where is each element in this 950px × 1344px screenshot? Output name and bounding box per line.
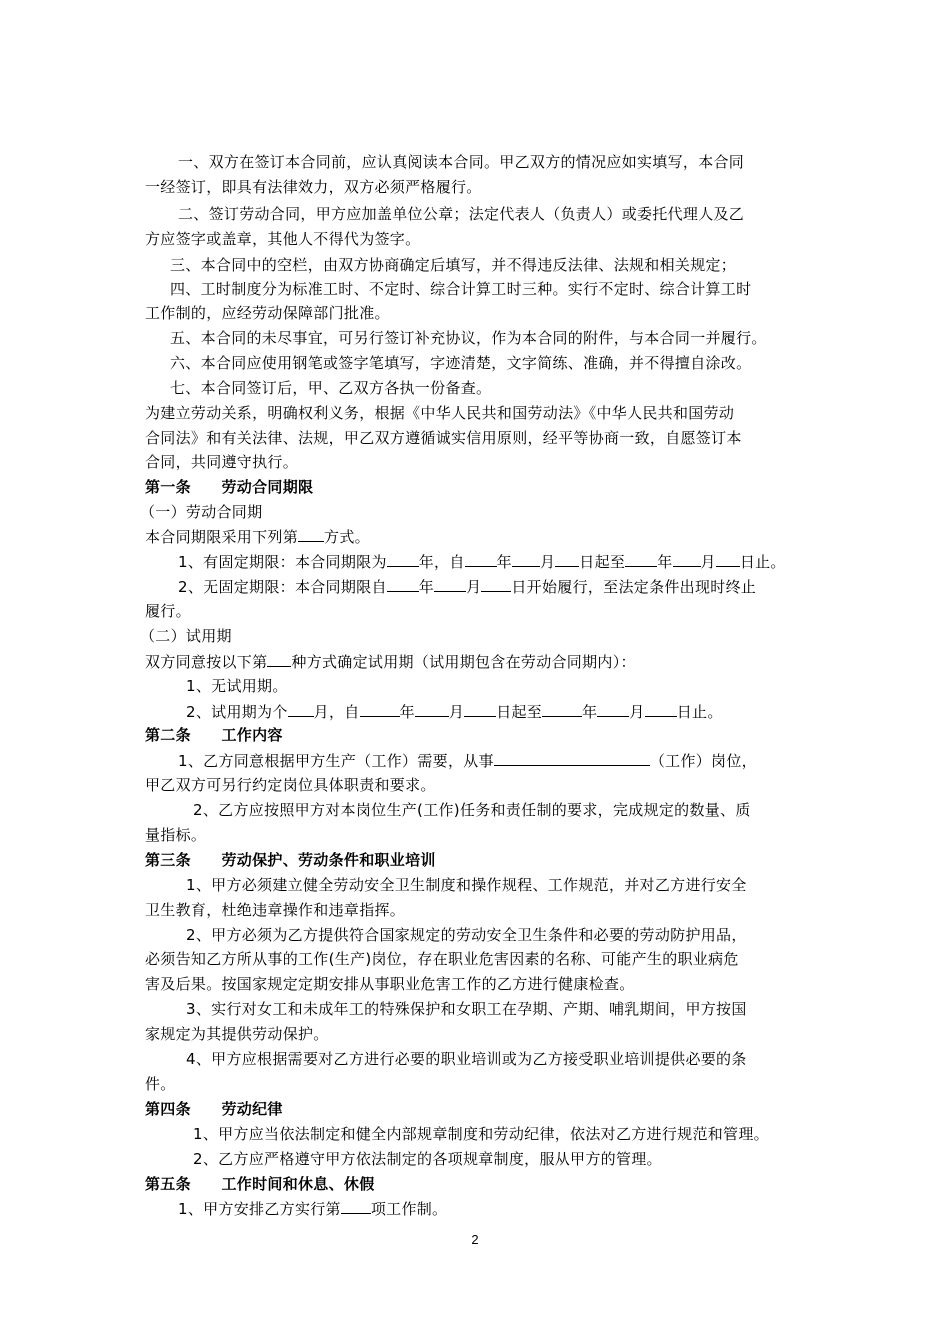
trial-option-1: 1、无试用期。 <box>186 677 288 695</box>
trial-end-month-blank[interactable] <box>597 701 629 717</box>
fixed-start-year-blank[interactable] <box>465 551 497 567</box>
job-position-blank[interactable] <box>494 750 650 766</box>
fixed-end-year-blank[interactable] <box>625 551 657 567</box>
fixed-term-text: 月 <box>700 553 716 571</box>
page-number: 2 <box>471 1232 479 1247</box>
open-start-month-blank[interactable] <box>434 576 466 592</box>
article-4-heading: 第四条 劳动纪律 <box>145 1100 283 1118</box>
open-term-line <box>178 576 858 597</box>
trial-text: 年 <box>399 703 415 721</box>
fixed-term-text: 年 <box>657 553 673 571</box>
trial-option-2-label: 2、试用期为个 <box>186 703 288 721</box>
article-5-heading: 第五条 工作时间和休息、休假 <box>145 1175 375 1193</box>
work-content-text: 1、乙方同意根据甲方生产（工作）需要，从事 <box>178 752 494 770</box>
open-start-day-blank[interactable] <box>481 576 511 592</box>
work-content-text: （工作）岗位， <box>649 752 757 770</box>
work-system-text-a: 1、甲方安排乙方实行第 <box>178 1200 341 1218</box>
article-3-heading: 第三条 劳动保护、劳动条件和职业培训 <box>145 851 436 869</box>
fixed-start-day-blank[interactable] <box>555 551 579 567</box>
trial-end-year-blank[interactable] <box>542 701 582 717</box>
trial-text: 月 <box>629 703 645 721</box>
article-2-item-1-line-2: 甲乙双方可另行约定岗位具体职责和要求。 <box>145 776 436 794</box>
trial-text: 日止。 <box>676 703 723 721</box>
article-1-sub-1: （一）劳动合同期 <box>140 503 263 521</box>
preamble-line-2: 合同法》和有关法律、法规，甲乙双方遵循诚实信用原则，经平等协商一致，自愿签订本 <box>145 429 742 447</box>
article-3-line: 卫生教育，杜绝违章操作和违章指挥。 <box>145 901 406 919</box>
trial-start-day-blank[interactable] <box>464 701 496 717</box>
open-term-text: 年 <box>418 578 435 596</box>
note-2-line-2: 方应签字或盖章，其他人不得代为签字。 <box>145 230 421 248</box>
trial-text: 年 <box>582 703 598 721</box>
trial-mode-blank[interactable] <box>267 651 291 667</box>
contract-mode-blank[interactable] <box>298 526 324 542</box>
fixed-term-years-blank[interactable] <box>387 551 419 567</box>
article-3-line: 3、实行对女工和未成年工的特殊保护和女职工在孕期、产期、哺乳期间，甲方按国 <box>186 1000 747 1018</box>
trial-text: 月 <box>448 703 465 721</box>
work-system-text-b: 项工作制。 <box>370 1200 448 1218</box>
open-term-line-2: 履行。 <box>145 602 191 620</box>
note-4-line-1: 四、工时制度分为标准工时、不定时、综合计算工时三种。实行不定时、综合计算工时 <box>170 280 752 298</box>
article-1-sub-2: （二）试用期 <box>140 627 232 645</box>
article-1-heading: 第一条 劳动合同期限 <box>145 478 314 496</box>
article-3-line: 必须告知乙方所从事的工作(生产)岗位，存在职业危害因素的名称、可能产生的职业病危 <box>145 950 739 968</box>
fixed-term-text: 日止。 <box>739 553 786 571</box>
fixed-term-text: 月 <box>539 553 556 571</box>
trial-text: 日起至 <box>496 703 543 721</box>
open-term-text: 月 <box>466 578 482 596</box>
fixed-end-day-blank[interactable] <box>716 551 740 567</box>
fixed-term-text: 日起至 <box>579 553 626 571</box>
fixed-start-month-blank[interactable] <box>512 551 540 567</box>
contract-mode-text-b: 方式。 <box>324 528 370 546</box>
trial-start-year-blank[interactable] <box>360 701 400 717</box>
note-1-line-1: 一、双方在签订本合同前，应认真阅读本合同。甲乙双方的情况应如实填写，本合同 <box>178 153 745 171</box>
article-2-item-1-line-1 <box>178 750 858 771</box>
open-term-text: 日开始履行，至法定条件出现时终止 <box>511 578 757 596</box>
trial-mode-text-b: 种方式确定试用期（试用期包含在劳动合同期内）： <box>291 653 636 671</box>
article-3-line: 2、甲方必须为乙方提供符合国家规定的劳动安全卫生条件和必要的劳动防护用品， <box>186 926 747 944</box>
work-system-blank[interactable] <box>341 1198 371 1214</box>
open-term-label: 2、无固定期限：本合同期限自 <box>178 578 387 596</box>
trial-months-blank[interactable] <box>288 701 314 717</box>
note-2-line-1: 二、签订劳动合同，甲方应加盖单位公章；法定代表人（负责人）或委托代理人及乙 <box>178 205 745 223</box>
note-7: 七、本合同签订后，甲、乙双方各执一份备查。 <box>170 379 492 397</box>
note-4-line-2: 工作制的，应经劳动保障部门批准。 <box>145 304 390 322</box>
note-5: 五、本合同的未尽事宜，可另行签订补充协议，作为本合同的附件，与本合同一并履行。 <box>170 329 767 347</box>
article-4-line: 1、甲方应当依法制定和健全内部规章制度和劳动纪律，依法对乙方进行规范和管理。 <box>193 1125 769 1143</box>
note-6: 六、本合同应使用钢笔或签字笔填写，字迹清楚，文字简练、准确，并不得擅自涂改。 <box>170 354 752 372</box>
article-3-line: 件。 <box>145 1075 176 1093</box>
contract-mode-text-a: 本合同期限采用下列第 <box>145 528 299 546</box>
trial-option-2 <box>186 701 866 722</box>
article-3-line: 家规定为其提供劳动保护。 <box>145 1025 329 1043</box>
article-2-item-2-line-2: 量指标。 <box>145 826 207 844</box>
trial-start-month-blank[interactable] <box>415 701 449 717</box>
fixed-end-month-blank[interactable] <box>673 551 701 567</box>
fixed-term-line <box>178 551 858 572</box>
article-4-line: 2、乙方应严格遵守甲方依法制定的各项规章制度，服从甲方的管理。 <box>193 1150 662 1168</box>
preamble-line-1: 为建立劳动关系，明确权利义务，根据《中华人民共和国劳动法》《中华人民共和国劳动 <box>145 404 735 422</box>
trial-text: 月，自 <box>313 703 360 721</box>
article-3-line: 害及后果。按国家规定定期安排从事职业危害工作的乙方进行健康检查。 <box>145 975 635 993</box>
note-3: 三、本合同中的空栏，由双方协商确定后填写，并不得违反法律、法规和相关规定； <box>170 256 737 274</box>
contract-mode-line <box>145 526 825 547</box>
fixed-term-text: 年，自 <box>418 553 465 571</box>
preamble-line-3: 合同，共同遵守执行。 <box>145 453 299 471</box>
trial-mode-line <box>145 651 825 672</box>
trial-mode-text-a: 双方同意按以下第 <box>145 653 268 671</box>
open-start-year-blank[interactable] <box>387 576 419 592</box>
article-3-line: 1、甲方必须建立健全劳动安全卫生制度和操作规程、工作规范，并对乙方进行安全 <box>186 876 747 894</box>
fixed-term-label: 1、有固定期限：本合同期限为 <box>178 553 387 571</box>
article-2-heading: 第二条 工作内容 <box>145 726 283 744</box>
fixed-term-text: 年 <box>496 553 512 571</box>
article-2-item-2-line-1: 2、乙方应按照甲方对本岗位生产(工作)任务和责任制的要求，完成规定的数量、质 <box>193 801 751 819</box>
trial-end-day-blank[interactable] <box>645 701 677 717</box>
article-3-line: 4、甲方应根据需要对乙方进行必要的职业培训或为乙方接受职业培训提供必要的条 <box>186 1050 747 1068</box>
article-5-item-1 <box>178 1198 858 1219</box>
note-1-line-2: 一经签订，即具有法律效力，双方必须严格履行。 <box>145 178 482 196</box>
